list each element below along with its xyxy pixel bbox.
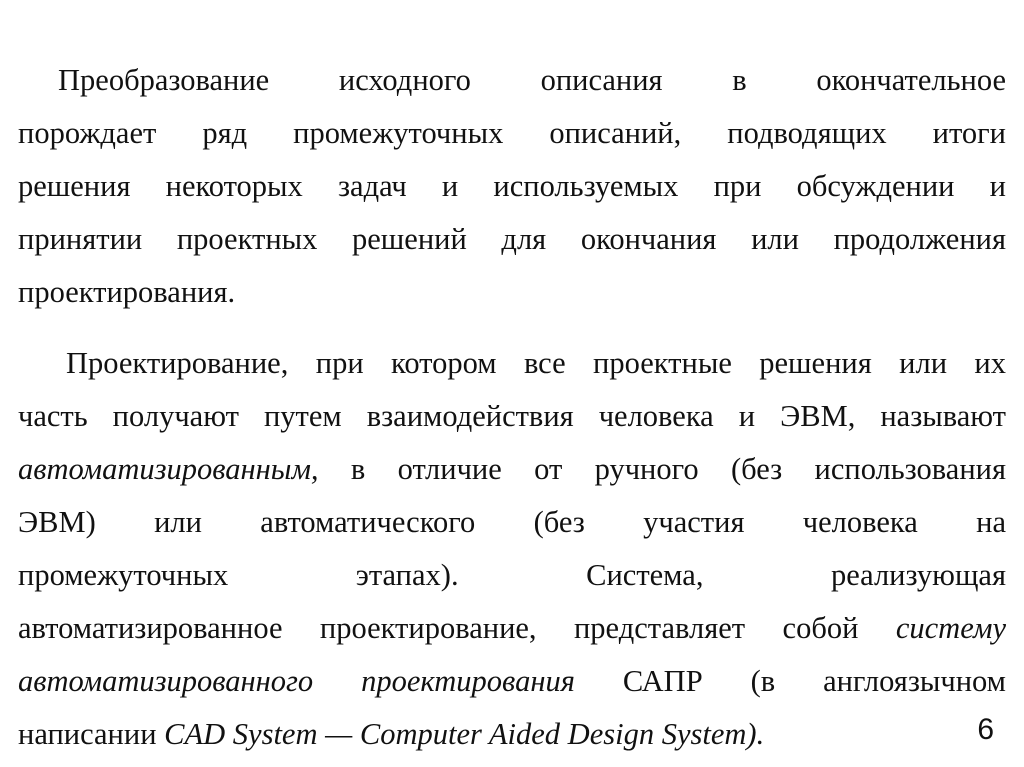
- text-line: решения некоторых задач и используемых при обсуждении и: [18, 169, 1006, 203]
- slide-text: [18, 54, 1006, 761]
- text-line: порождает ряд промежуточных описаний, подводящих итоги: [18, 116, 1006, 150]
- italic-term: автоматизированным,: [18, 452, 319, 486]
- text-line: [18, 655, 1006, 708]
- text-run: часть получают путем взаимодействия человека и ЭВМ, называют: [18, 399, 1006, 433]
- text-run: написании: [18, 717, 165, 751]
- text-run: Проектирование, при котором все проектные решения или их: [66, 346, 1006, 380]
- paragraph-spacer: [18, 319, 1006, 337]
- text-line: [18, 496, 1006, 549]
- italic-term: автоматизированного проектирования: [18, 664, 575, 698]
- text-line: [18, 390, 1006, 443]
- text-line: проектирования.: [18, 275, 236, 309]
- text-line: [18, 549, 1006, 602]
- text-run: промежуточных этапах). Система, реализующая: [18, 558, 1006, 592]
- text-line: Преобразование исходного описания в окончательное: [58, 63, 1006, 97]
- paragraph-2: [18, 337, 1006, 761]
- paragraph-1: [18, 54, 1006, 319]
- italic-term: CAD System — Computer Aided Design System).: [164, 717, 765, 751]
- page-number: 6: [977, 713, 994, 746]
- text-run: САПР (в англоязычном: [574, 664, 1006, 698]
- text-line: [18, 337, 1006, 390]
- italic-term: систему: [895, 611, 1006, 645]
- text-line: [18, 708, 1006, 761]
- text-run: в отличие от ручного (без использования: [318, 452, 1006, 486]
- text-run: ЭВМ) или автоматического (без участия человека на: [18, 505, 1006, 539]
- text-line: [18, 602, 1006, 655]
- text-line: принятии проектных решений для окончания или продолжения: [18, 222, 1006, 256]
- text-run: автоматизированное проектирование, представляет собой: [18, 611, 896, 645]
- text-line: [18, 443, 1006, 496]
